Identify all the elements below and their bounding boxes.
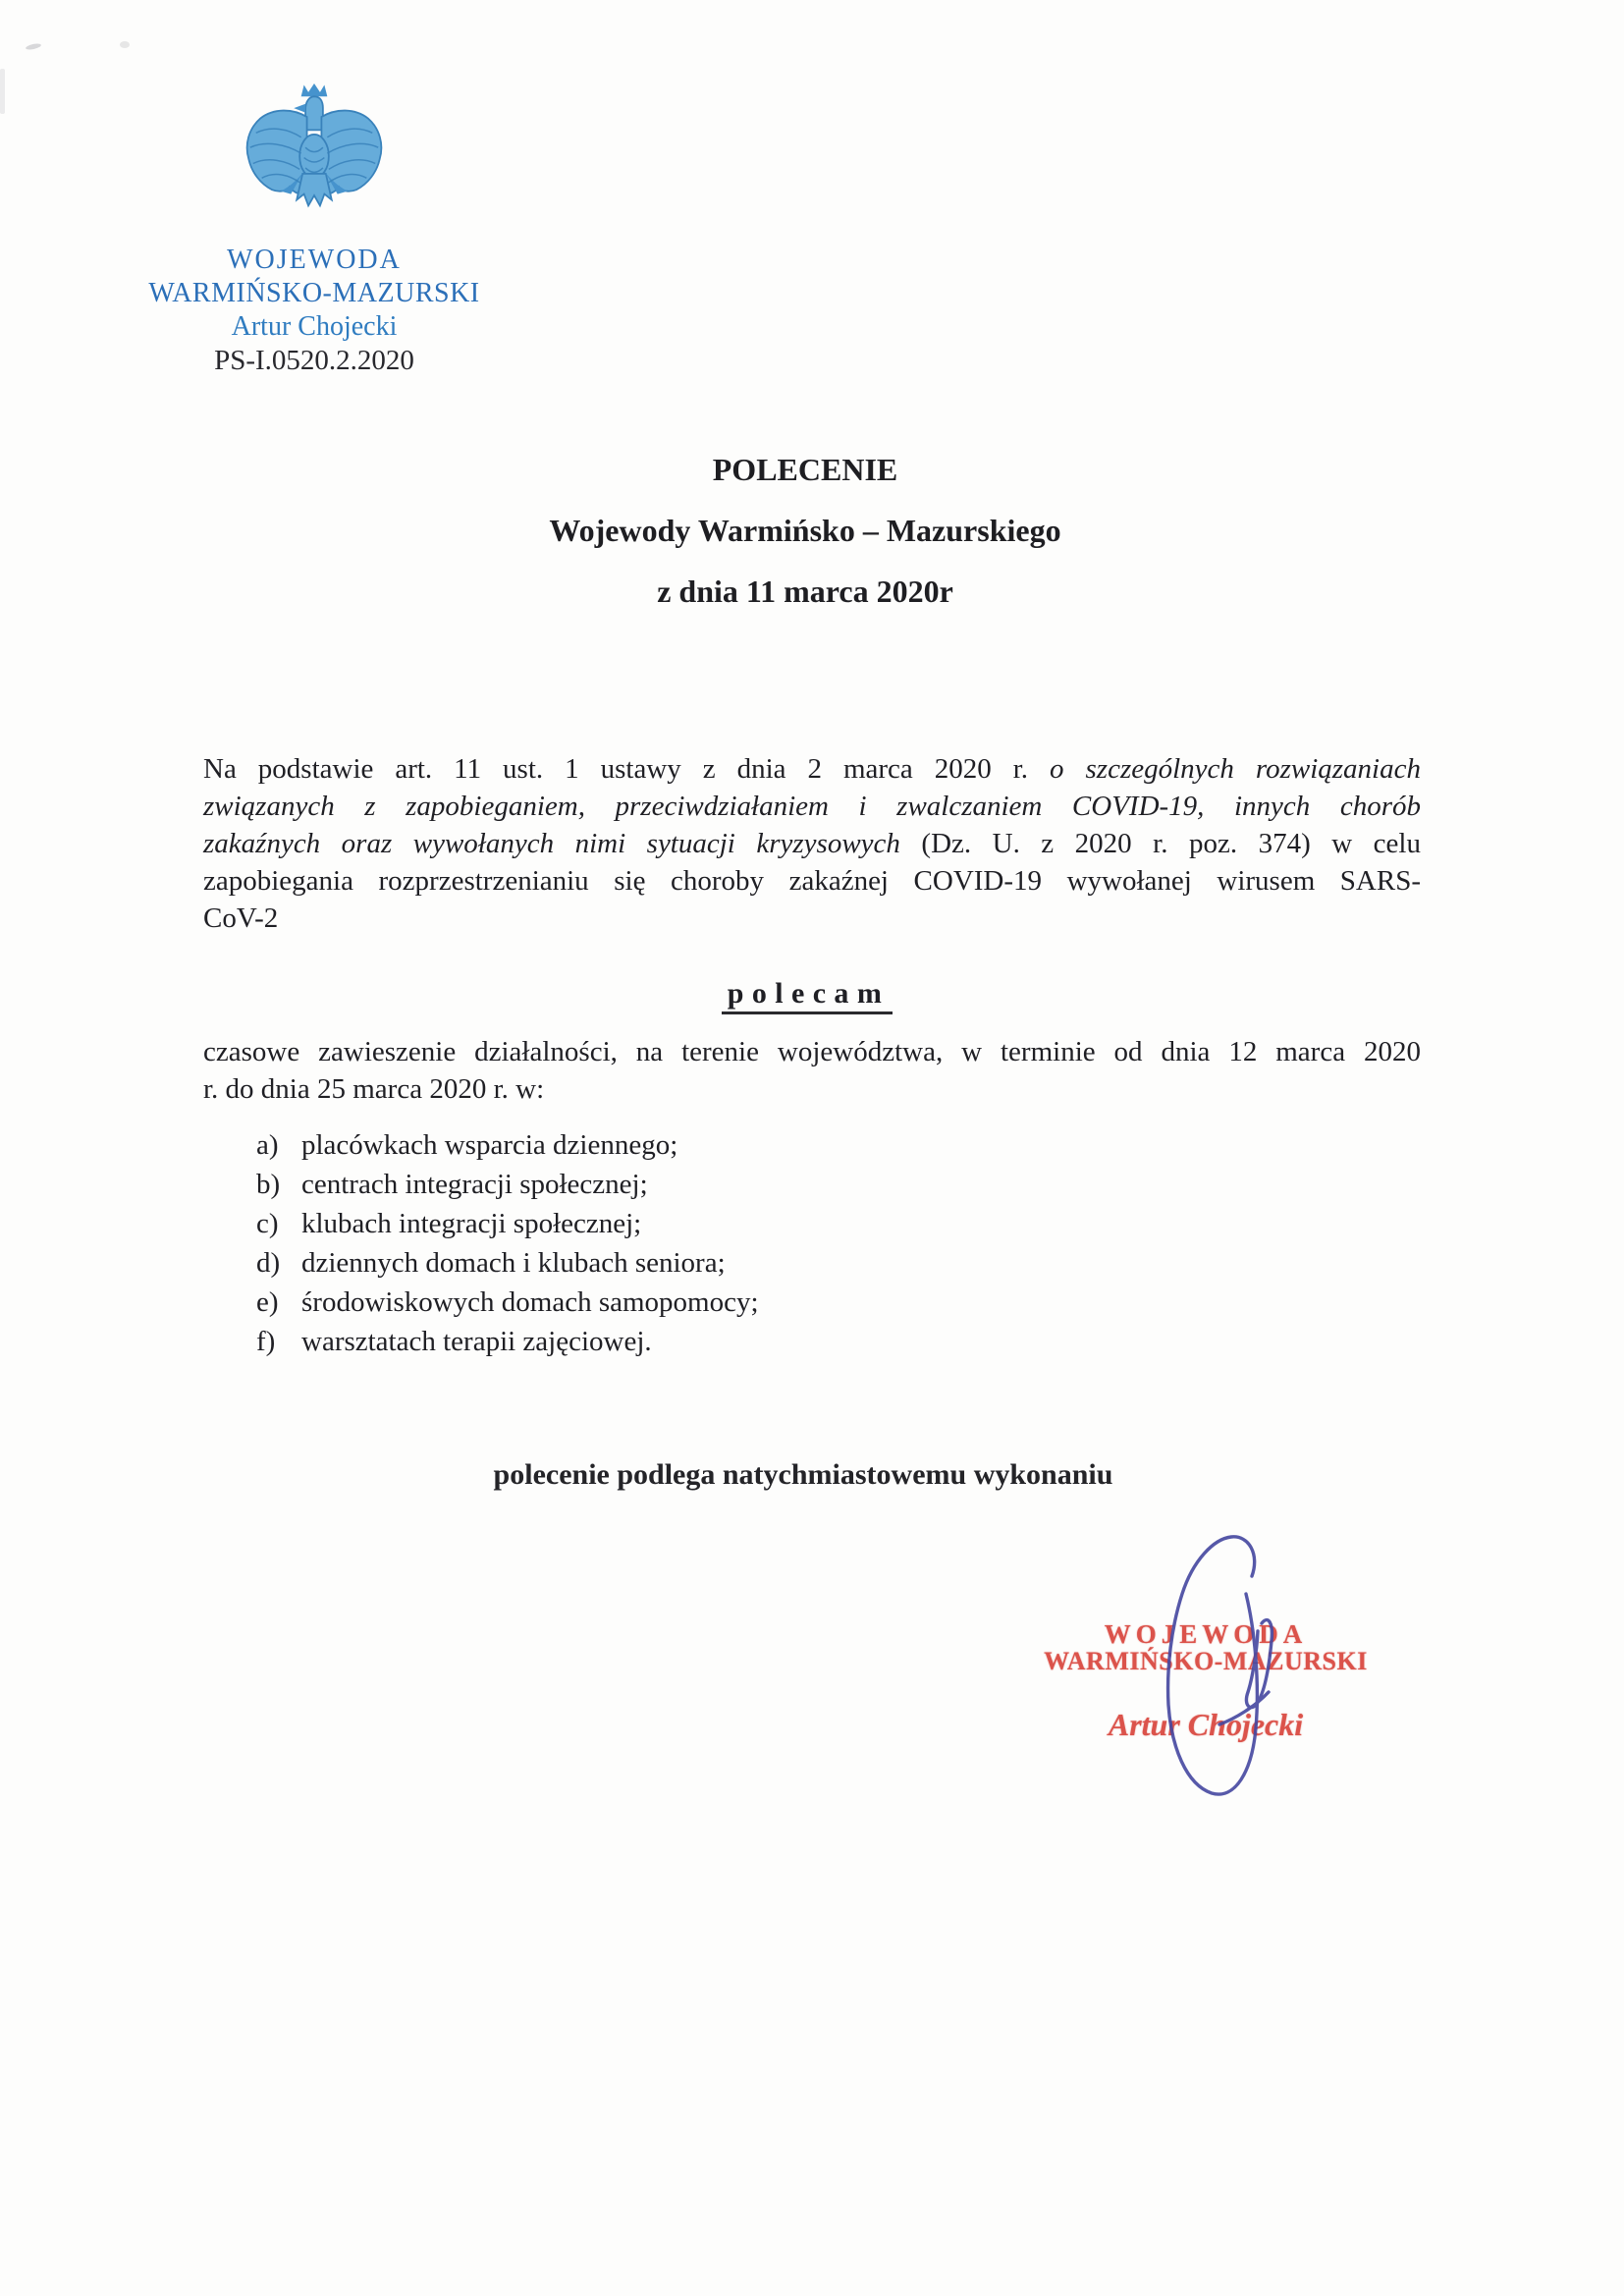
document-title-issuer: Wojewody Warmińsko – Mazurskiego — [549, 513, 1061, 548]
list-item — [256, 1243, 759, 1283]
letterhead-official-name: Artur Chojecki — [231, 311, 398, 342]
list-item-text: dziennych domach i klubach seniora; — [301, 1247, 726, 1279]
letterhead-office-line2: WARMIŃSKO-MAZURSKI — [148, 278, 480, 308]
facilities-list — [256, 1125, 759, 1361]
list-item-letter: f) — [256, 1326, 276, 1357]
list-item-letter: a) — [256, 1129, 279, 1161]
paragraph-text-italic: związanych z zapobieganiem, przeciwdziałaniem i zwalczaniem COVID-19, innych chorób — [203, 791, 1421, 822]
list-item — [256, 1165, 759, 1204]
paragraph-line — [203, 900, 1421, 937]
stamp-office-line2: WARMIŃSKO-MAZURSKI — [1044, 1647, 1368, 1675]
scan-edge-streak — [0, 69, 5, 114]
paragraph-text: Na podstawie art. 11 ust. 1 ustawy z dnia 2 marca 2020 r. — [203, 753, 1051, 785]
list-item — [256, 1283, 759, 1322]
execution-clause: polecenie podlega natychmiastowemu wykonaniu — [493, 1458, 1113, 1491]
scan-speck — [120, 41, 130, 48]
paragraph-line — [203, 862, 1421, 900]
paragraph-line — [203, 825, 1421, 862]
stamp-office-line1: WOJEWODA — [1104, 1619, 1308, 1649]
paragraph-line: r. do dnia 25 marca 2020 r. w: — [203, 1073, 545, 1105]
paragraph-line — [203, 788, 1421, 825]
scan-speck — [26, 42, 42, 50]
order-keyword-row — [0, 977, 1614, 1014]
coat-of-arms-eagle-icon — [241, 81, 388, 244]
document-title: POLECENIE — [712, 452, 898, 487]
list-item — [256, 1125, 759, 1165]
list-item-letter: c) — [256, 1208, 279, 1239]
list-item — [256, 1204, 759, 1243]
order-keyword: polecam — [722, 977, 893, 1014]
document-title-date: z dnia 11 marca 2020r — [657, 574, 953, 609]
stamp-official-name: Artur Chojecki — [1108, 1707, 1304, 1742]
paragraph-text-italic: zakaźnych oraz wywołanych nimi sytuacji kryzysowych — [203, 828, 922, 859]
list-item-text: placówkach wsparcia dziennego; — [301, 1129, 678, 1161]
case-number: PS-I.0520.2.2020 — [214, 345, 414, 376]
letterhead — [88, 81, 540, 377]
list-item-text: centrach integracji społecznej; — [301, 1169, 648, 1200]
letterhead-office-line1: WOJEWODA — [227, 245, 402, 275]
list-item-text: klubach integracji społecznej; — [301, 1208, 642, 1239]
list-item-letter: d) — [256, 1247, 281, 1279]
list-item-text: środowiskowych domach samopomocy; — [301, 1286, 759, 1318]
order-scope-paragraph — [203, 1033, 1421, 1108]
paragraph-line: czasowe zawieszenie działalności, na terenie województwa, w terminie od dnia 12 marca 2020 — [203, 1036, 1421, 1067]
handwritten-signature — [1129, 1525, 1326, 1810]
paragraph-line — [203, 750, 1421, 788]
list-item-letter: e) — [256, 1286, 279, 1318]
paragraph-text: CoV-2 — [203, 902, 279, 934]
list-item — [256, 1322, 759, 1361]
paragraph-text: zapobiegania rozprzestrzenianiu się choroby zakaźnej COVID-19 wywołanej wirusem SARS- — [203, 865, 1421, 897]
paragraph-text-italic: o szczególnych rozwiązaniach — [1050, 753, 1421, 785]
list-item-text: warsztatach terapii zajęciowej. — [301, 1326, 652, 1357]
legal-basis-paragraph — [203, 750, 1421, 937]
paragraph-text: (Dz. U. z 2020 r. poz. 374) w celu — [921, 828, 1421, 859]
list-item-letter: b) — [256, 1169, 281, 1200]
